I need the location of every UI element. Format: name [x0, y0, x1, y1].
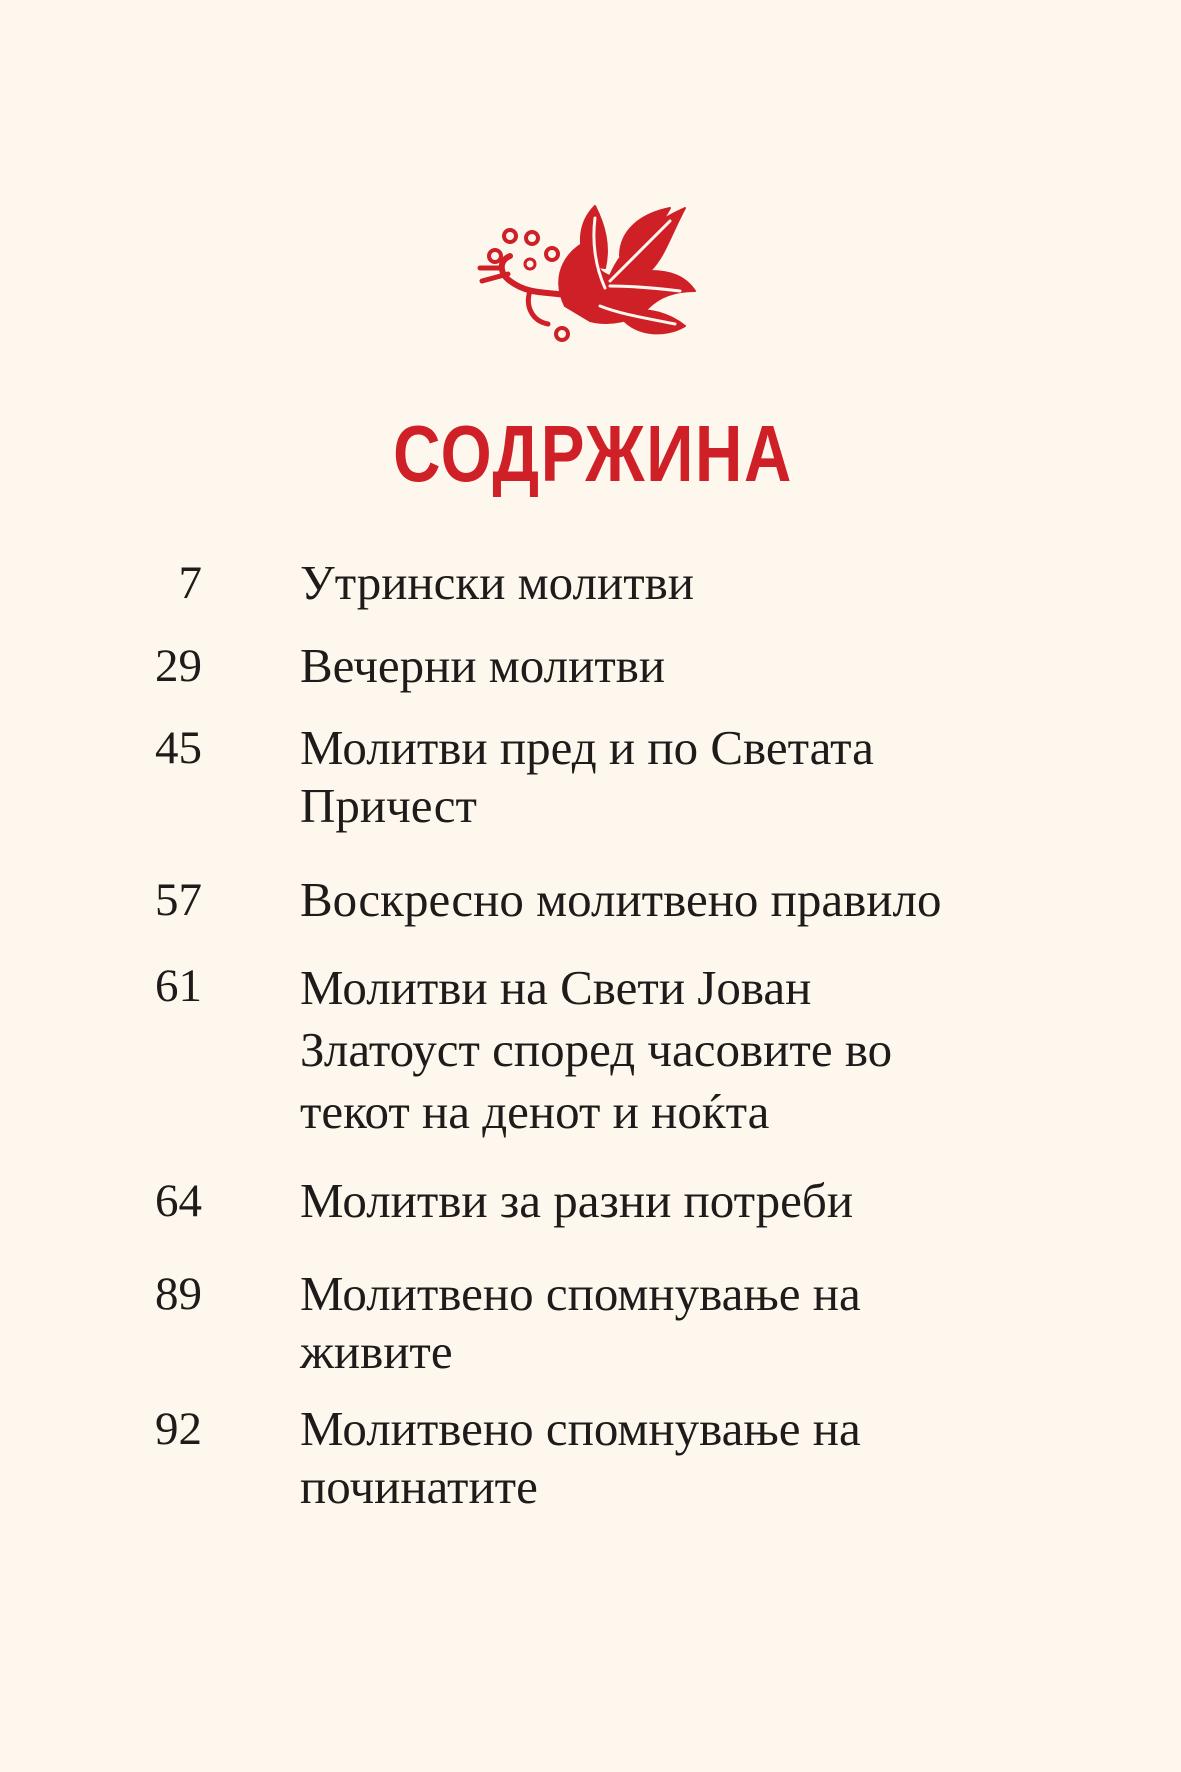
- toc-entry-title-line: текот на денот и ноќта: [300, 1084, 770, 1139]
- toc-page-number: 64: [155, 1175, 202, 1227]
- toc-entry-title-line: Утрински молитви: [300, 555, 694, 610]
- toc-page-number: 57: [155, 874, 202, 926]
- toc-entry-title-line: Причест: [300, 778, 477, 833]
- toc-page-number: 92: [155, 1403, 202, 1455]
- toc-entry-title-line: починатите: [300, 1459, 538, 1514]
- toc-entry-title: [300, 1172, 1060, 1230]
- toc-entry-title-line: Воскресно молитвено правило: [300, 872, 942, 927]
- toc-entry-title: [300, 957, 1060, 1143]
- toc-entry-title: [300, 1400, 1060, 1516]
- toc-page-number: 45: [155, 722, 202, 774]
- toc-entry-title-line: Молитвено спомнување на: [300, 1266, 861, 1321]
- toc-page-number: 89: [155, 1268, 202, 1320]
- toc-entry-title-line: Златоуст според часовите во: [300, 1022, 893, 1077]
- toc-entry-title: [300, 719, 1060, 835]
- toc-entry-title: [300, 1265, 1060, 1381]
- toc-entry-title: [300, 554, 1060, 612]
- toc-entry-title-line: Молитви за разни потреби: [300, 1173, 854, 1228]
- toc-entry-title-line: живите: [300, 1324, 453, 1379]
- toc-entry-title: [300, 871, 1060, 929]
- toc-entry-title-line: Вечерни молитви: [300, 638, 666, 693]
- toc-entry-title-line: Молитвено спомнување на: [300, 1401, 861, 1456]
- page-title: СОДРЖИНА: [393, 409, 794, 498]
- toc-page-number: 61: [155, 960, 202, 1012]
- toc-entry-title-line: Молитви на Свети Јован: [300, 960, 812, 1015]
- toc-page-number: 7: [178, 557, 202, 609]
- toc-page-number: 29: [155, 640, 202, 692]
- floral-ornament-icon: [470, 196, 720, 346]
- toc-entry-title-line: Молитви пред и по Светата: [300, 720, 874, 775]
- toc-entry-title: [300, 637, 1060, 695]
